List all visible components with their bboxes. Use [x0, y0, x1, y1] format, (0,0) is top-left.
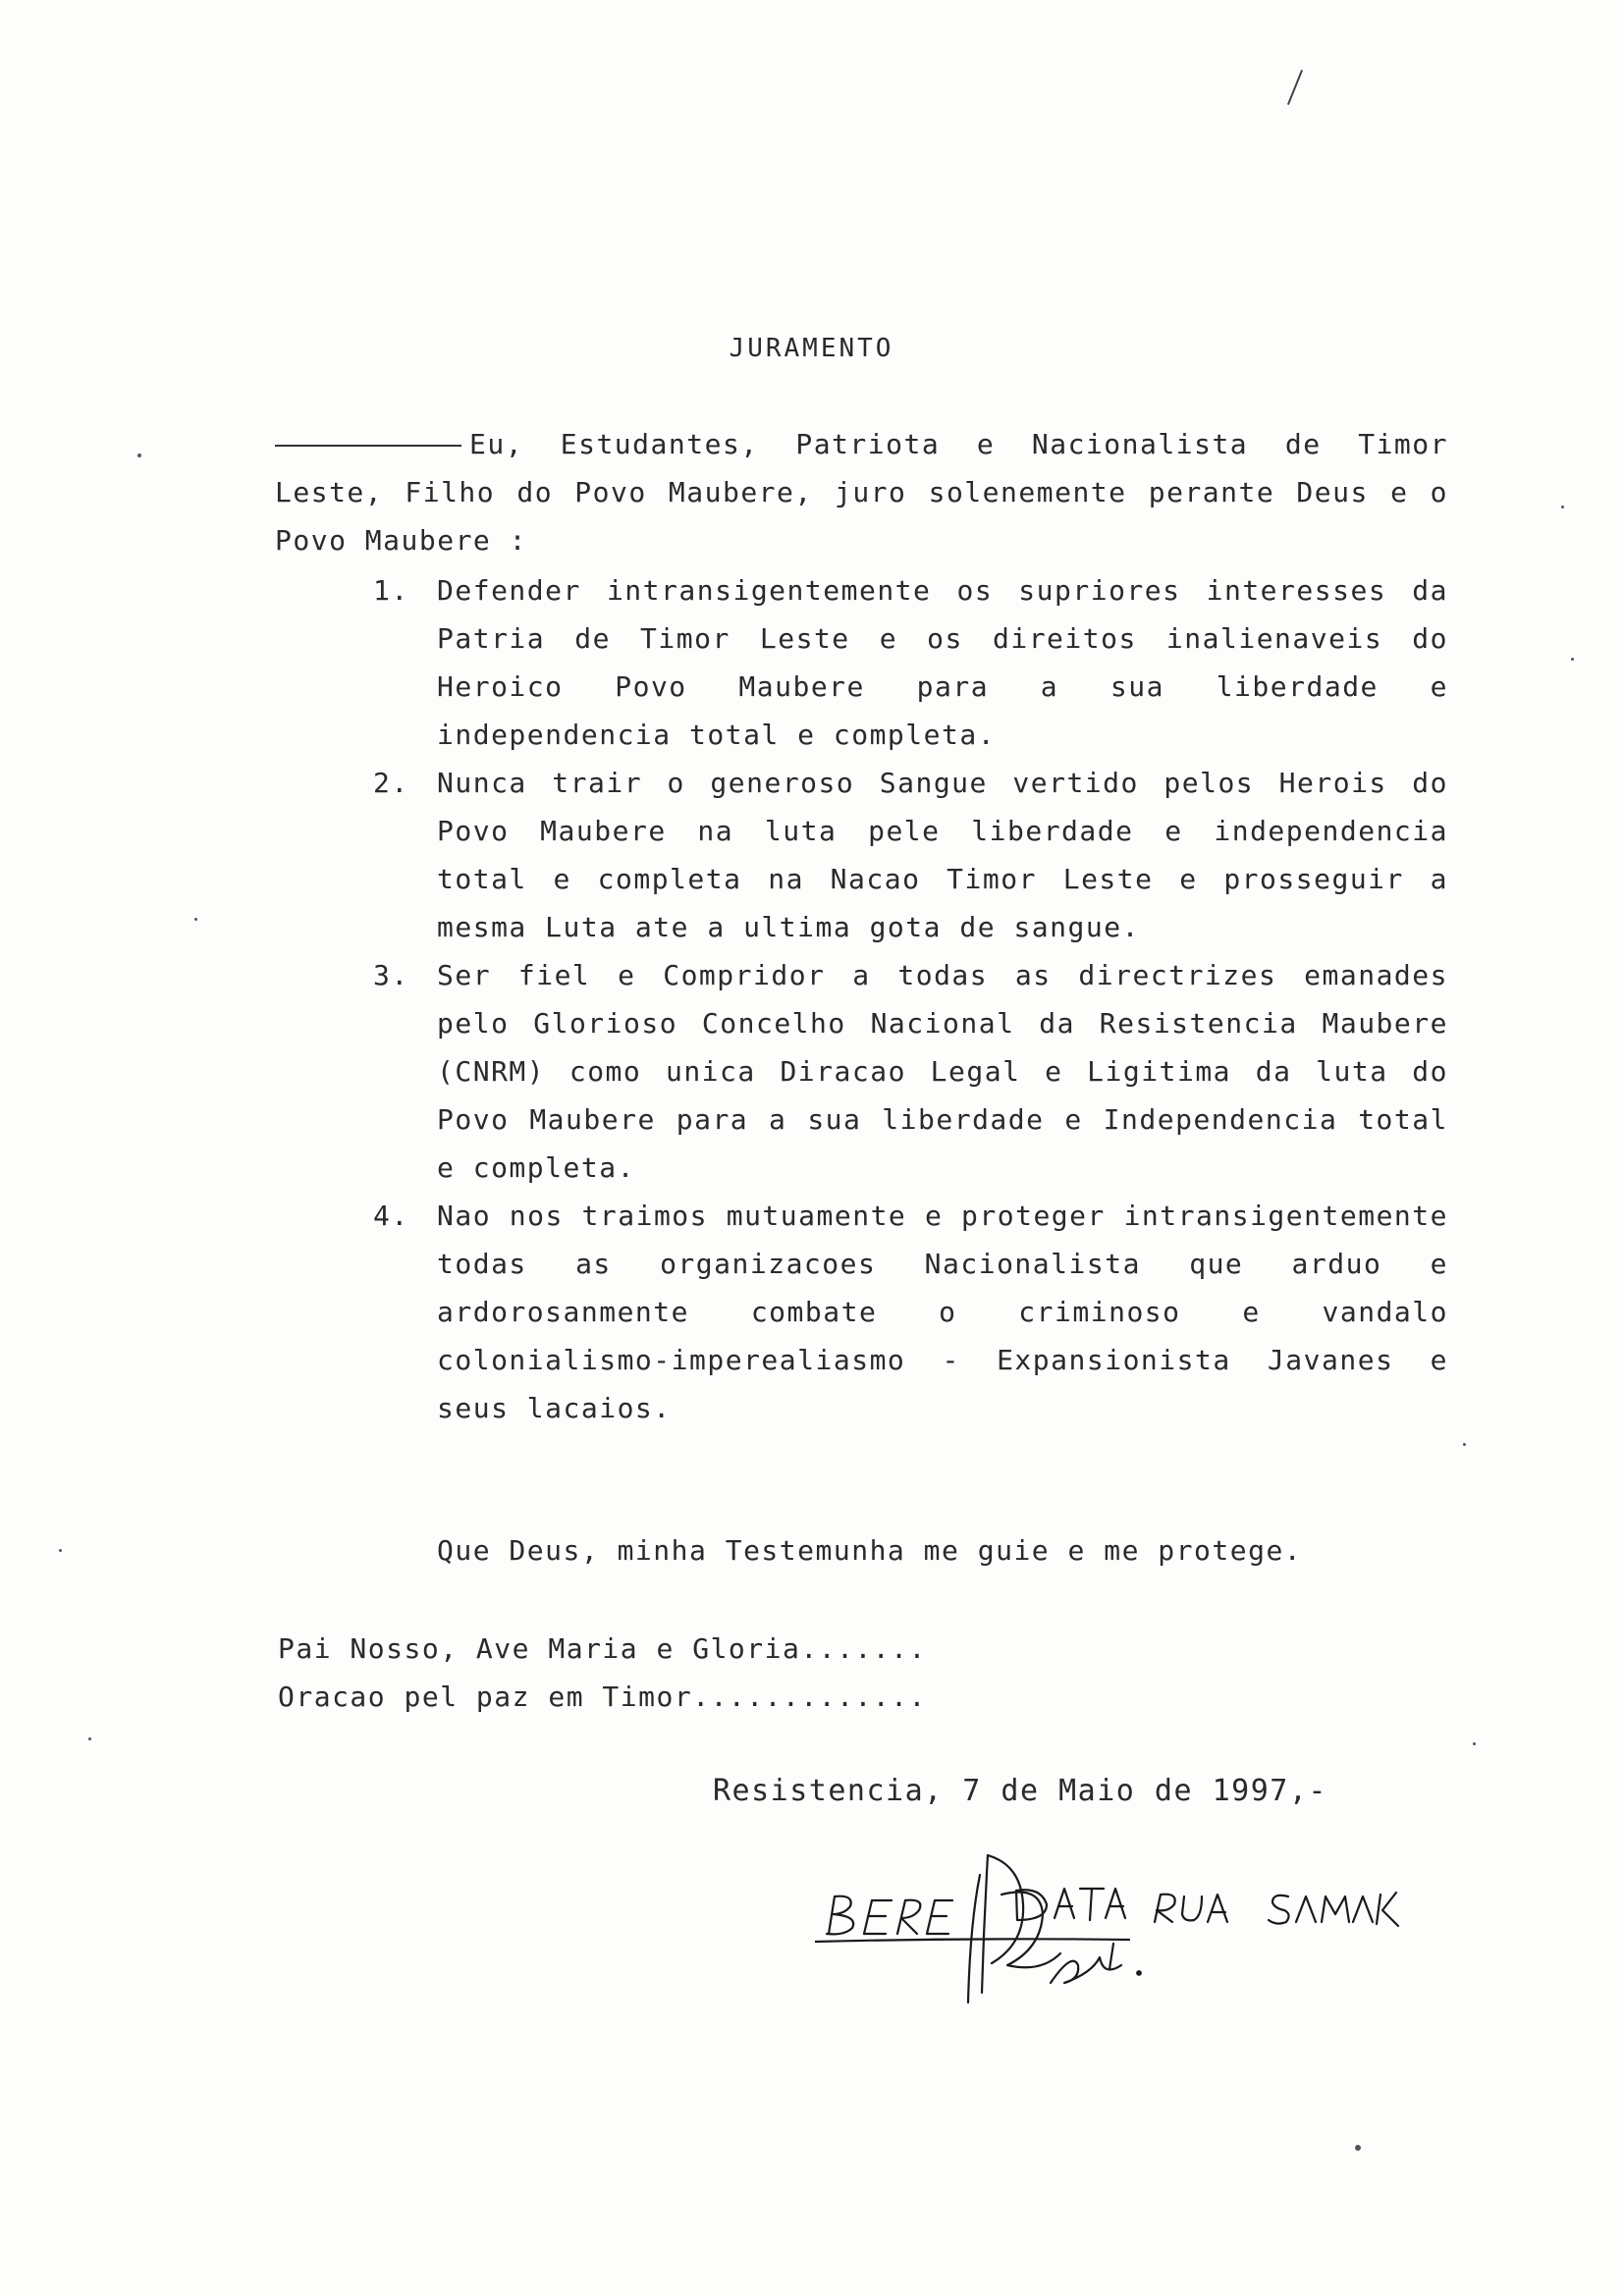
document-title: JURAMENTO	[729, 334, 894, 363]
place-date: Resistencia, 7 de Maio de 1997,-	[713, 1774, 1327, 1808]
leading-dash-line	[275, 445, 461, 447]
oath-item-number: 4.	[373, 1200, 409, 1232]
oath-item	[373, 566, 1448, 759]
oath-item	[373, 759, 1448, 951]
oath-item-number: 2.	[373, 767, 409, 799]
oath-item-number: 1.	[373, 574, 409, 607]
scan-speck	[1571, 658, 1574, 661]
scan-speck	[1463, 1443, 1466, 1446]
handwritten-signature	[815, 1836, 1404, 2012]
oath-item-text: Defender intransigentemente os supriores interesses da Patria de Timor Leste e os direitos inalienaveis do Heroico Povo Maubere para a sua liberdade e independencia total e completa.	[437, 574, 1448, 751]
corner-pen-mark	[1287, 70, 1303, 105]
prayer-list	[278, 1625, 927, 1721]
scan-speck	[88, 1737, 91, 1740]
prayer-line: Pai Nosso, Ave Maria e Gloria.......	[278, 1632, 927, 1665]
scan-speck	[137, 454, 141, 457]
oath-item-text: Nunca trair o generoso Sangue vertido pelos Herois do Povo Maubere na luta pele liberdade e independencia total e completa na Nacao Timor Leste e prosseguir a mesma Luta ate a ultima gota de sangue.	[437, 767, 1448, 943]
oath-item-text: Ser fiel e Compridor a todas as directrizes emanades pelo Glorioso Concelho Nacional da Resistencia Maubere (CNRM) como unica Diracao Legal e Ligitima da luta do Povo Maubere para a sua liberdade e Independencia total e completa.	[437, 959, 1448, 1184]
closing-line: Que Deus, minha Testemunha me guie e me protege.	[437, 1534, 1303, 1567]
oath-item-number: 3.	[373, 959, 409, 991]
scan-speck	[1473, 1742, 1476, 1745]
scan-speck	[1561, 506, 1564, 508]
oath-intro	[275, 420, 1448, 564]
prayer-line: Oracao pel paz em Timor.............	[278, 1681, 927, 1713]
oath-item-text: Nao nos traimos mutuamente e proteger intransigentemente todas as organizacoes Nacionalista que arduo e ardorosanmente combate o criminoso e vandalo colonialismo-imperealiasmo - Expansionista Javanes e seus lacaios.	[437, 1200, 1448, 1424]
oath-items-list	[373, 566, 1448, 1432]
oath-item	[373, 1192, 1448, 1432]
oath-intro-text: Eu, Estudantes, Patriota e Nacionalista de Timor Leste, Filho do Povo Maubere, juro solenemente perante Deus e o Povo Maubere :	[275, 428, 1448, 557]
scan-speck	[194, 918, 197, 921]
scan-speck	[1355, 2145, 1361, 2151]
oath-item	[373, 951, 1448, 1192]
scan-speck	[59, 1549, 62, 1552]
